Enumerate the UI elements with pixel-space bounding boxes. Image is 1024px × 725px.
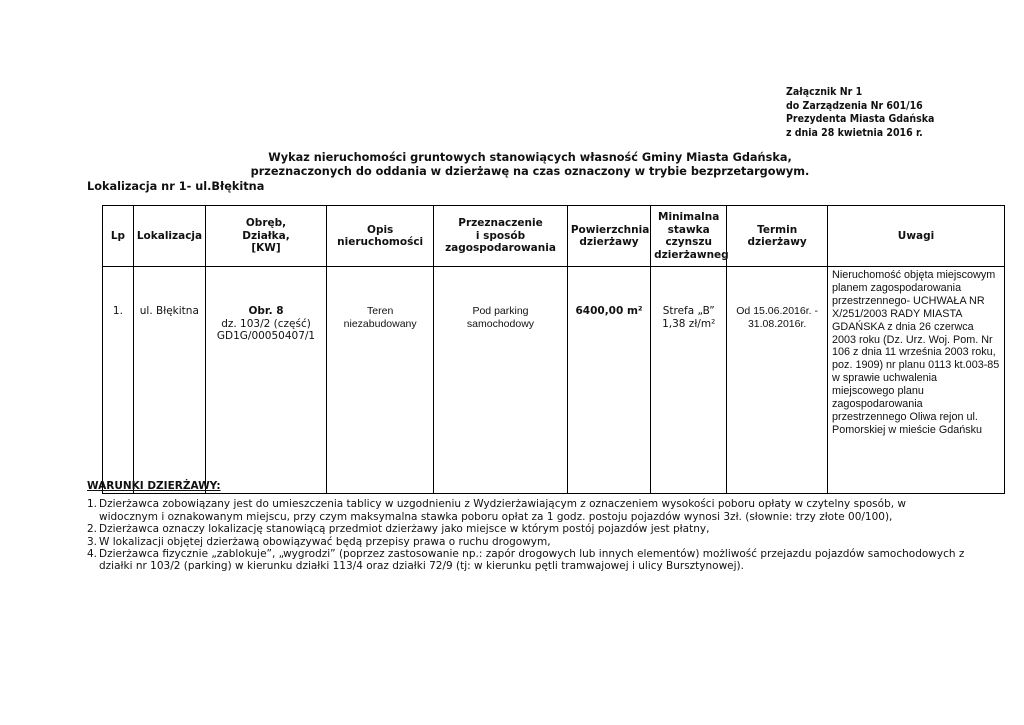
conditions-heading: WARUNKI DZIERŻAWY: [87,480,221,492]
item-number: 1. [87,498,98,511]
attachment-line: do Zarządzenia Nr 601/16 [786,99,923,112]
document-title [200,151,860,179]
cell-termin [727,267,828,494]
cell-obreb [205,267,326,494]
item-number: 2. [87,523,98,536]
list-item [87,548,967,573]
attachment-line: Załącznik Nr 1 [786,86,863,98]
header-text: dzierżawneg [654,248,729,261]
header-text: Minimalna [658,211,720,223]
list-item [87,498,967,523]
header-text: Opis [367,223,394,236]
header-obreb [205,206,326,267]
cell-text: Teren [367,305,394,317]
attachment-line: z dnia 28 kwietnia 2016 r. [786,126,923,139]
header-text: dzierżawy [747,236,807,248]
item-text: Dzierżawca fizycznie „zablokuje”, „wygrodzi” (poprzez zastosowanie np.: zapór drogowych lub innych elementów) możliwość przejazdu pojazdów samochodowych z działki nr 103/2 (parking) w kierunku działki 113/4 oraz działki 72/9 (tj: w kierunku pętli tramwajowej i ulicy Bursztynowej). [99,548,965,573]
cell-opis [327,267,434,494]
item-text: W lokalizacji objętej dzierżawą obowiązywać będą przepisy prawa o ruchu drogowym, [99,535,551,548]
header-lokalizacja: Lokalizacja [133,206,205,267]
item-number: 4. [87,548,98,561]
header-stawka [651,206,727,267]
cell-text: Pod parking [472,305,529,317]
cell-powierzchnia: 6400,00 m² [567,267,650,494]
cell-text: Strefa „B” [662,305,715,317]
item-text: Dzierżawca oznaczy lokalizację stanowiącą przedmiot dzierżawy jako miejsce w którym postój pojazdów jest płatny, [99,523,710,536]
cell-text: GD1G/00050407/1 [216,330,316,342]
cell-text: 31.08.2016r. [747,317,807,330]
cell-text: Od 15.06.2016r. - [736,305,818,317]
header-opis [327,206,434,267]
header-przeznaczenie [434,206,568,267]
list-item [87,523,967,535]
attachment-line: Prezydenta Miasta Gdańska [786,113,935,125]
cell-text: 1,38 zł/m² [662,317,716,330]
header-text: Powierzchnia [570,223,650,236]
attachment-note [786,86,934,140]
header-text: czynszu [665,236,712,248]
header-text: i sposób [475,229,526,242]
table-header-row [103,206,1005,267]
item-number: 3. [87,535,98,548]
header-text: Działka, [242,229,290,242]
header-text: dzierżawy [579,236,639,248]
header-text: Termin [757,223,798,236]
cell-uwagi: Nieruchomość objęta miejscowym planem zagospodarowania przestrzennego- UCHWAŁA NR X/251/2003 RADY MIASTA GDAŃSKA z dnia 26 czerwca 2003 roku (Dz. Urz. Woj. Pom. Nr 106 z dnia 11 września 2003 roku, poz. 1909) nr planu 0113 kt.003-85 w sprawie uchwalenia miejscowego planu zagospodarowania przestrzennego Oliwa rejon ul. Pomorskiej w mieście Gdańsku [828,267,1005,494]
cell-stawka [651,267,727,494]
header-lp: Lp [103,206,134,267]
title-line: przeznaczonych do oddania w dzierżawę na czas oznaczony w trybie bezprzetargowym. [250,165,810,178]
header-text: Obręb, [245,217,287,230]
header-text: nieruchomości [337,236,424,248]
header-text: [KW] [251,242,281,255]
item-text: Dzierżawca zobowiązany jest do umieszczenia tablicy w uzgodnieniu z Wydzierżawiającym z oznaczeniem wysokości poboru opłaty w czytelny sposób, w widocznym i oznakowanym miejscu, przy czym maksymalna stawka poboru opłat za 1 godz. postoju pojazdów wynosi 3zł. (słownie: trzy złote 00/100), [99,498,906,523]
table-row [103,267,1005,494]
header-uwagi: Uwagi [828,206,1005,267]
cell-text: niezabudowany [343,317,417,330]
cell-lp: 1. [103,267,134,494]
header-text: stawka [667,223,710,236]
header-text: Przeznaczenie [458,217,543,230]
title-line: Wykaz nieruchomości gruntowych stanowiących własność Gminy Miasta Gdańska, [268,151,792,164]
list-item [87,536,967,548]
property-table [102,205,1005,494]
cell-przeznaczenie [434,267,568,494]
cell-text: Obr. 8 [248,305,284,317]
header-powierzchnia [567,206,650,267]
lease-conditions [87,480,967,573]
location-heading: Lokalizacja nr 1- ul.Błękitna [87,180,265,193]
cell-text: dz. 103/2 (część) [221,317,311,330]
header-text: zagospodarowania [445,242,556,255]
header-termin [727,206,828,267]
cell-lokalizacja: ul. Błękitna [133,267,205,494]
cell-text: samochodowy [466,317,535,330]
